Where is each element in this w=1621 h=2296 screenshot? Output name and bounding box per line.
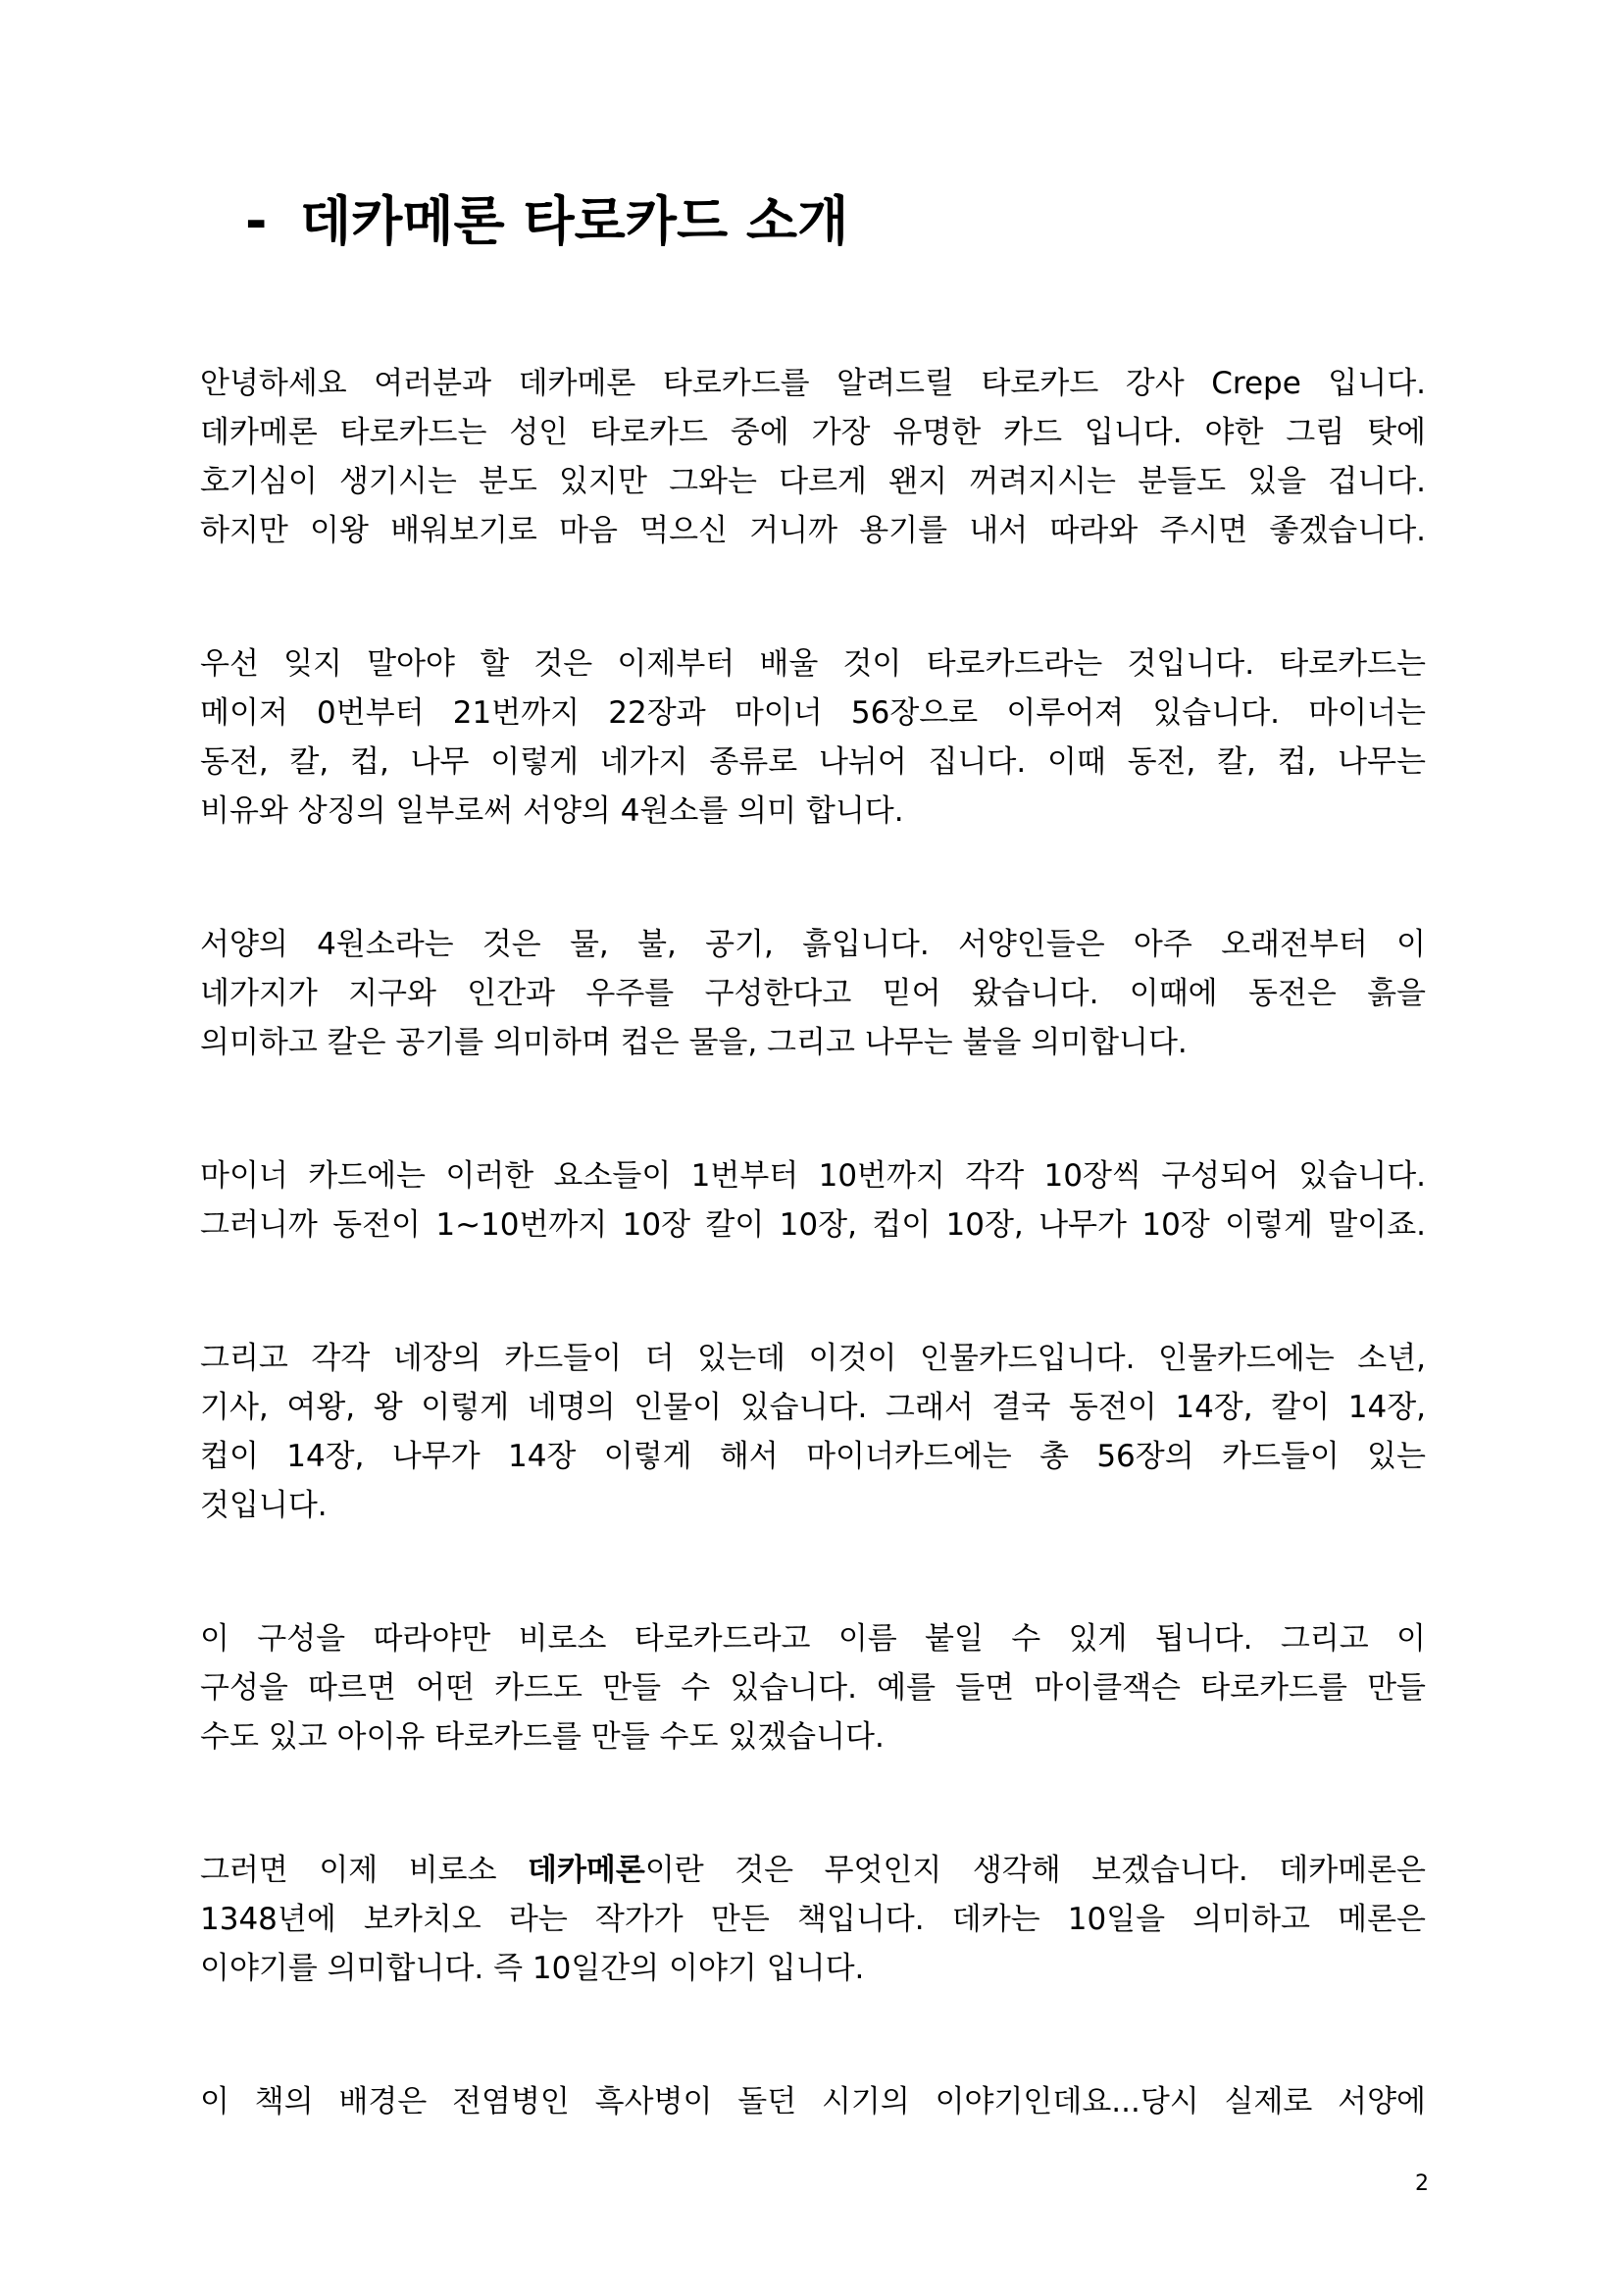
paragraph-minor-cards	[200, 1151, 1426, 1250]
text-segment: 그러면 이제 비로소	[200, 1853, 529, 1888]
text-line: 그리고 각각 네장의 카드들이 더 있는데 이것이 인물카드입니다. 인물카드에는 소년,	[200, 1341, 1426, 1376]
text-line: 메이저 0번부터 21번까지 22장과 마이너 56장으로 이루어져 있습니다. 마이너는	[200, 695, 1426, 731]
title-dash: -	[245, 190, 268, 252]
paragraph-tarot-structure	[200, 639, 1426, 836]
paragraph-court-cards	[200, 1334, 1426, 1530]
paragraph-decameron	[200, 1846, 1426, 1993]
text-line: 수도 있고 아이유 타로카드를 만들 수도 있겠습니다.	[200, 1719, 885, 1755]
text-line: 하지만 이왕 배워보기로 마음 먹으신 거니까 용기를 내서 따라와 주시면 좋겠습니다.	[200, 513, 1426, 548]
text-line: 마이너 카드에는 이러한 요소들이 1번부터 10번까지 각각 10장씩 구성되어 있습니다.	[200, 1158, 1426, 1194]
text-line: 이 구성을 따라야만 비로소 타로카드라고 이름 붙일 수 있게 됩니다. 그리고 이	[200, 1621, 1426, 1657]
text-line: 구성을 따르면 어떤 카드도 만들 수 있습니다. 예를 들면 마이클잭슨 타로카드를 만들	[200, 1670, 1426, 1706]
text-line: 안녕하세요 여러분과 데카메론 타로카드를 알려드릴 타로카드 강사 Crepe 입니다.	[200, 366, 1426, 401]
text-line: 호기심이 생기시는 분도 있지만 그와는 다르게 왠지 꺼려지시는 분들도 있을 겁니다.	[200, 464, 1426, 499]
text-line: 비유와 상징의 일부로써 서양의 4원소를 의미 합니다.	[200, 793, 904, 829]
text-line	[200, 1846, 1426, 1895]
bold-term-decameron: 데카메론	[528, 1853, 645, 1888]
paragraph-composition	[200, 1614, 1426, 1761]
page-title	[245, 182, 848, 261]
text-line: 우선 잊지 말아야 할 것은 이제부터 배울 것이 타로카드라는 것입니다. 타로카드는	[200, 646, 1426, 682]
text-line: 이 책의 배경은 전염병인 흑사병이 돌던 시기의 이야기인데요...당시 실제로 서양에	[200, 2084, 1426, 2119]
paragraph-background	[200, 2077, 1426, 2126]
text-line: 컵이 14장, 나무가 14장 이렇게 해서 마이너카드에는 총 56장의 카드들이 있는	[200, 1439, 1426, 1474]
page-number: 2	[1415, 2171, 1429, 2196]
text-line: 이야기를 의미합니다. 즉 10일간의 이야기 입니다.	[200, 1951, 865, 1986]
text-line: 네가지가 지구와 인간과 우주를 구성한다고 믿어 왔습니다. 이때에 동전은 흙을	[200, 976, 1426, 1011]
text-line: 1348년에 보카치오 라는 작가가 만든 책입니다. 데카는 10일을 의미하고 메론은	[200, 1902, 1426, 1937]
text-line: 의미하고 칼은 공기를 의미하며 컵은 물을, 그리고 나무는 불을 의미합니다.	[200, 1025, 1188, 1060]
title-text: 데카메론 타로카드 소개	[300, 190, 849, 252]
paragraph-four-elements	[200, 920, 1426, 1067]
text-line: 기사, 여왕, 왕 이렇게 네명의 인물이 있습니다. 그래서 결국 동전이 14장, 칼이 14장,	[200, 1390, 1426, 1425]
text-line: 그러니까 동전이 1~10번까지 10장 칼이 10장, 컵이 10장, 나무가 10장 이렇게 말이죠.	[200, 1207, 1426, 1243]
text-line: 동전, 칼, 컵, 나무 이렇게 네가지 종류로 나뉘어 집니다. 이때 동전, 칼, 컵, 나무는	[200, 744, 1426, 780]
text-line: 서양의 4원소라는 것은 물, 불, 공기, 흙입니다. 서양인들은 아주 오래전부터 이	[200, 927, 1426, 962]
text-segment: 이란 것은 무엇인지 생각해 보겠습니다. 데카메론은	[644, 1853, 1426, 1888]
text-line: 것입니다.	[200, 1488, 328, 1523]
text-line: 데카메론 타로카드는 성인 타로카드 중에 가장 유명한 카드 입니다. 야한 그림 탓에	[200, 415, 1426, 450]
paragraph-intro	[200, 359, 1426, 555]
